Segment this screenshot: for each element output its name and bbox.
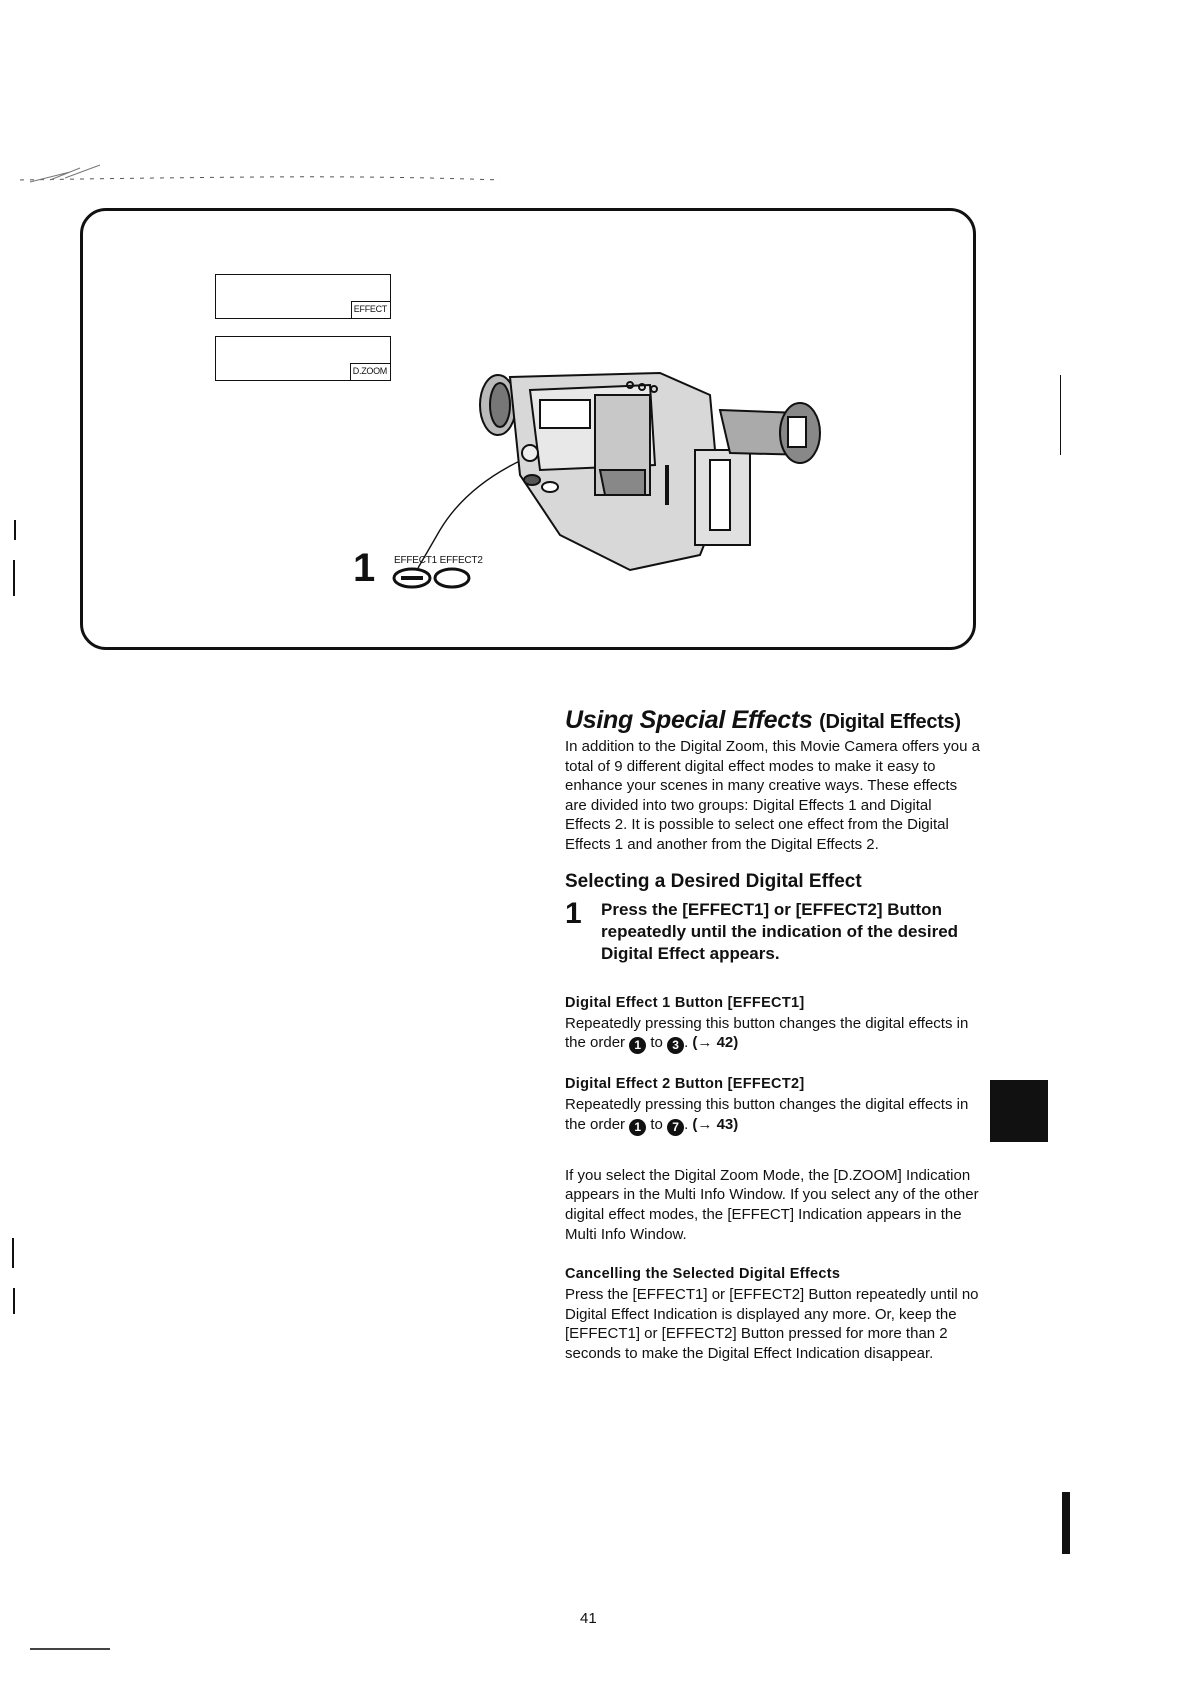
effect2-button-icon — [435, 569, 469, 587]
binding-mark — [1060, 375, 1061, 455]
effect2-description: Repeatedly pressing this button changes the digital effects in the order — [565, 1096, 969, 1133]
cancel-heading: Cancelling the Selected Digital Effects — [565, 1266, 841, 1283]
page-title — [565, 706, 980, 735]
effect1-description: Repeatedly pressing this button changes the digital effects in the order — [565, 1014, 969, 1052]
circled-number-icon: 1 — [629, 1119, 646, 1136]
figure-step-number: 1 — [353, 546, 376, 590]
camcorder-illustration — [470, 355, 850, 585]
binding-mark — [12, 1238, 14, 1268]
effect1-heading: Digital Effect 1 Button [EFFECT1] — [565, 994, 805, 1011]
circled-number-icon: 1 — [629, 1037, 646, 1054]
effect2-button-label: EFFECT2 — [439, 555, 483, 566]
multi-info-window-effect — [215, 274, 391, 319]
title-text: Using Special Effects — [565, 706, 813, 734]
to-word: to — [650, 1034, 663, 1052]
main-content — [565, 706, 980, 1364]
effect2-block — [565, 1076, 980, 1136]
lcd-dzoom-label: D.ZOOM — [350, 363, 390, 380]
step-number: 1 — [565, 896, 582, 930]
multi-info-window-dzoom — [215, 336, 391, 381]
page-reference: (→ 43) — [692, 1115, 739, 1133]
edge-marker — [1062, 1492, 1070, 1554]
scan-line — [30, 1648, 110, 1650]
cancel-text: Press the [EFFECT1] or [EFFECT2] Button repeatedly until no Digital Effect Indication is displayed any more. Or, keep the [EFFECT1] or [EFFECT2] Button pressed for more than 2 seconds to make the Digital Effect Indication disappear. — [565, 1286, 979, 1362]
circled-number-icon: 3 — [667, 1037, 684, 1054]
lcd-effect-label: EFFECT — [351, 301, 390, 318]
effect2-heading: Digital Effect 2 Button [EFFECT2] — [565, 1076, 805, 1093]
effect1-text: Repeatedly pressing this button changes the digital effects in the order 1 to 3 . (→ 42) — [565, 1014, 969, 1053]
effect1-block — [565, 995, 980, 1055]
step-instruction: Press the [EFFECT1] or [EFFECT2] Button repeatedly until the indication of the desired Digital Effect appears. — [601, 899, 959, 963]
to-word: to — [650, 1115, 663, 1133]
circled-number-icon: 7 — [667, 1119, 684, 1136]
effect2-text: Repeatedly pressing this button changes the digital effects in the order 1 to 7 . (→ 43) — [565, 1096, 969, 1134]
intro-paragraph: In addition to the Digital Zoom, this Movie Camera offers you a total of 9 different digital effect modes to make it easy to enhance your scenes in many creative ways. These effects are divided into two groups: Digital Effects 1 and Digital Effects 2. It is possible to select one effect from the Digital Effects 1 and another from the Digital Effects 2. — [565, 738, 980, 853]
binding-mark — [13, 1288, 15, 1314]
step-1 — [565, 896, 980, 965]
section-tab-marker — [990, 1080, 1048, 1142]
page-number: 41 — [580, 1610, 597, 1627]
section-heading: Selecting a Desired Digital Effect — [565, 870, 862, 892]
cancel-block — [565, 1266, 980, 1363]
page-reference: (→ 42) — [692, 1034, 739, 1052]
dzoom-note: If you select the Digital Zoom Mode, the [D.ZOOM] Indication appears in the Multi Info Window. If you select any of the other digital effect modes, the [EFFECT] Indication appears in the Multi Info Window. — [565, 1166, 979, 1243]
binding-mark — [14, 520, 16, 540]
title-suffix: (Digital Effects) — [819, 711, 961, 733]
scan-noise — [10, 150, 510, 190]
binding-mark — [13, 560, 15, 596]
effect1-button-label: EFFECT1 — [394, 555, 438, 566]
